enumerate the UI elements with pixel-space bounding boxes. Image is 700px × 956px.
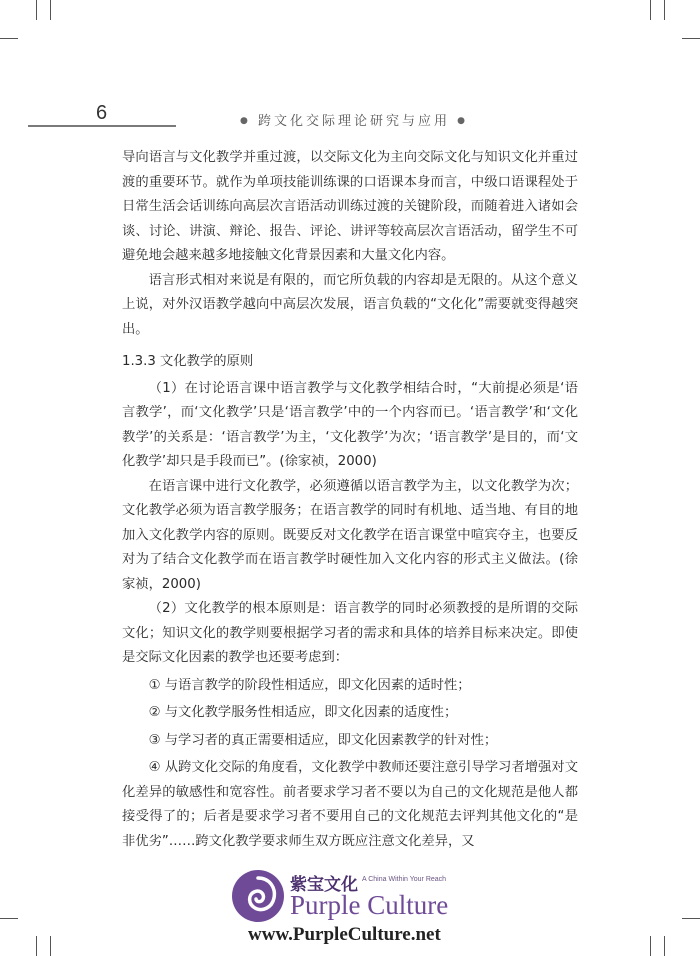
watermark-chinese: 紫宝文化 xyxy=(290,875,358,895)
watermark-brand: Purple Culture xyxy=(290,890,449,920)
paragraph: （1）在讨论语言课中语言教学与文化教学相结合时，“大前提必须是‘语言教学’，而‘文化教学’只是‘语言教学’中的一个内容而已。‘语言教学’和‘文化教学’的关系是：‘语言教学’为主，‘文化教学’为次；‘语言教学’是目的，而‘文化教学’却只是手段而已”。(徐家祯，2000) xyxy=(122,380,578,469)
crop-mark xyxy=(50,936,51,956)
paragraph: 语言形式相对来说是有限的，而它所负载的内容却是无限的。从这个意义上说，对外汉语教学越向中高层次发展，语言负载的“文化化”需要就变得越突出。 xyxy=(122,272,578,337)
paragraph: 在语言课中进行文化教学，必须遵循以语言教学为主，以文化教学为次；文化教学必须为语言教学服务；在语言教学的同时有机地、适当地、有目的地加入文化教学内容的原则。既要反对文化教学在语言课堂中喧宾夺主，也要反对为了结合文化教学而在语言教学时硬性加入文化内容的形式主义做法。(徐家祯，2000) xyxy=(122,478,578,592)
bullet-icon: ● xyxy=(457,116,469,126)
crop-mark xyxy=(664,0,665,20)
watermark-logo xyxy=(230,860,480,950)
crop-mark xyxy=(36,936,37,956)
crop-mark xyxy=(664,936,665,956)
watermark-tagline: A China Within Your Reach xyxy=(362,876,447,883)
list-item: ① 与语言教学的阶段性相适应，即文化因素的适时性； xyxy=(148,677,471,693)
section-heading: 1.3.3 文化教学的原则 xyxy=(122,354,254,369)
page-body xyxy=(122,146,578,854)
list-item: ② 与文化教学服务性相适应，即文化因素的适度性； xyxy=(148,705,458,720)
paragraph: 导向语言与文化教学并重过渡，以交际文化为主向交际文化与知识文化并重过渡的重要环节。就作为单项技能训练课的口语课本身而言，中级口语课程处于日常生活会话训练向高层次言语活动训练过渡的关键阶段，而随着进入诸如会谈、讨论、讲演、辩论、报告、评论、讲评等较高层次言语活动，留学生不可避免地会越来越多地接触文化背景因素和大量文化内容。 xyxy=(122,150,578,263)
crop-mark xyxy=(682,38,700,39)
swirl-logo-icon xyxy=(230,868,286,924)
crop-mark xyxy=(650,0,651,20)
crop-mark xyxy=(36,0,37,20)
crop-mark xyxy=(682,918,700,919)
page-number: 6 xyxy=(96,102,108,124)
list-item: ③ 与学习者的真正需要相适应，即文化因素教学的针对性； xyxy=(148,732,498,748)
running-title xyxy=(240,110,468,129)
crop-mark xyxy=(0,38,18,39)
list-item: ④ 从跨文化交际的角度看，文化教学中教师还要注意引导学习者增强对文化差异的敏感性和宽容性。前者要求学习者不要以为自己的文化规范是他人都接受得了的；后者是要求学习者不要用自己的文化规范去评判其他文化的“是非优劣”……跨文化教学要求师生双方既应注意文化差异，又 xyxy=(122,760,578,849)
watermark-url: www.PurpleCulture.net xyxy=(248,924,441,945)
crop-mark xyxy=(50,0,51,20)
crop-mark xyxy=(650,936,651,956)
running-title-text: 跨文化交际理论研究与应用 xyxy=(258,114,451,129)
header-rule xyxy=(28,125,176,127)
bullet-icon: ● xyxy=(240,116,251,126)
paragraph: （2）文化教学的根本原则是：语言教学的同时必须教授的是所谓的交际文化；知识文化的教学则要根据学习者的需求和具体的培养目标来决定。即使是交际文化因素的教学也还要考虑到： xyxy=(122,601,578,665)
crop-mark xyxy=(0,918,18,919)
